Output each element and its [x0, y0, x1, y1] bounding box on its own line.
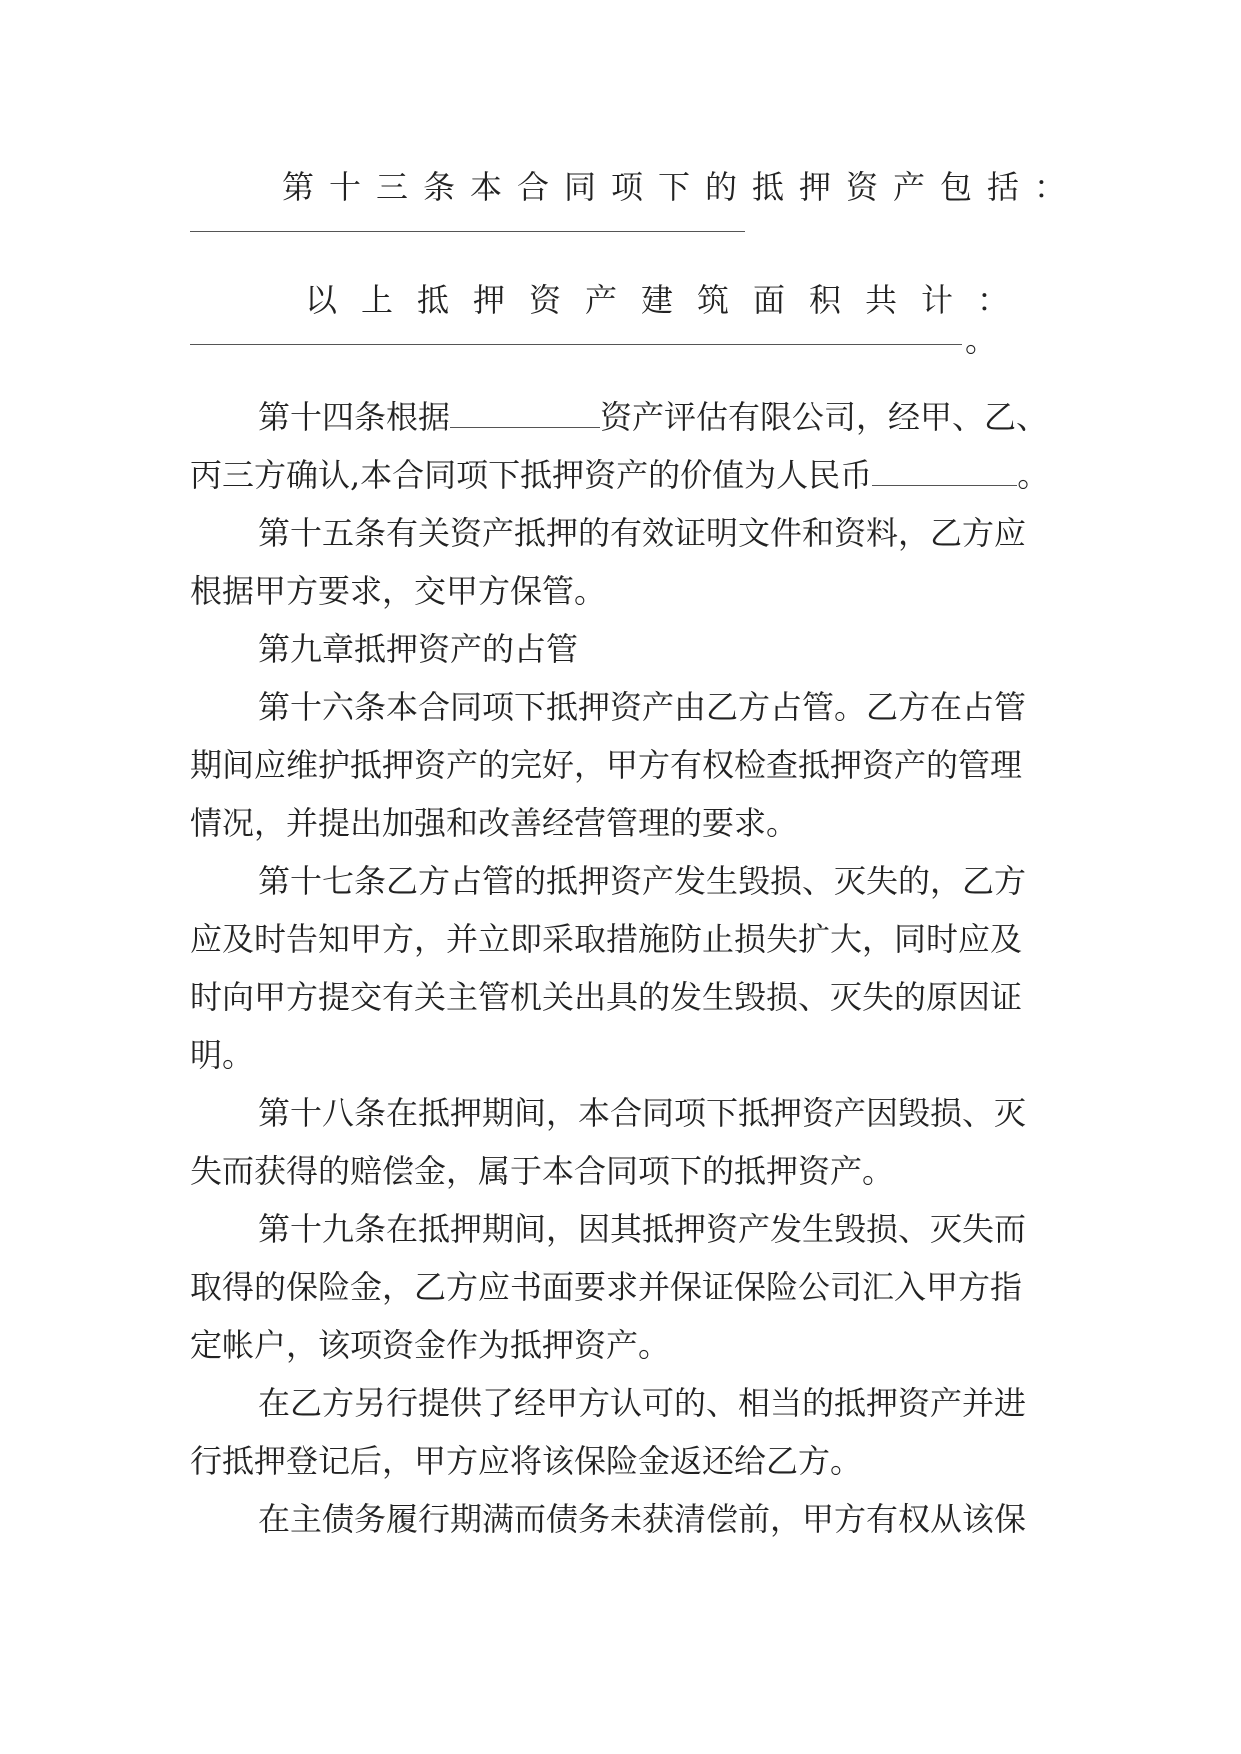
article-14-blank-company — [450, 399, 600, 428]
article-17-line-4: 明。 — [190, 1036, 255, 1074]
article-15-line-1: 第十五条有关资产抵押的有效证明文件和资料，乙方应 — [258, 514, 1027, 552]
article-18-line-2: 失而获得的赔偿金，属于本合同项下的抵押资产。 — [190, 1152, 895, 1190]
article-14-text-d: 。 — [1017, 456, 1050, 494]
article-13-line-1: 第十三条本合同项下的抵押资产包括： — [282, 168, 1082, 206]
article-14-text-c: 丙三方确认,本合同项下抵押资产的价值为人民币 — [190, 456, 873, 494]
article-14-blank-amount — [872, 457, 1017, 486]
article-16-line-2: 期间应维护抵押资产的完好，甲方有权检查抵押资产的管理 — [190, 746, 1023, 784]
article-13-blank-1 — [190, 231, 745, 232]
article-15-line-2: 根据甲方要求，交甲方保管。 — [190, 572, 607, 610]
article-19-line-2: 取得的保险金，乙方应书面要求并保证保险公司汇入甲方指 — [190, 1268, 1023, 1306]
article-14-text-a: 第十四条根据 — [258, 398, 451, 436]
article-19-line-1: 第十九条在抵押期间，因其抵押资产发生毁损、灭失而 — [258, 1210, 1027, 1248]
article-19-line-3: 定帐户，该项资金作为抵押资产。 — [190, 1326, 671, 1364]
paragraph-debt-repayment-line-1: 在主债务履行期满而债务未获清偿前，甲方有权从该保 — [258, 1500, 1027, 1538]
article-13-line-2: 以上抵押资产建筑面积共计： — [305, 281, 1034, 319]
paragraph-insurance-return-line-2: 行抵押登记后，甲方应将该保险金返还给乙方。 — [190, 1442, 863, 1480]
chapter-9-title: 第九章抵押资产的占管 — [258, 630, 579, 668]
article-14-line-1 — [258, 397, 1118, 437]
article-13-blank-2 — [190, 344, 962, 345]
article-14-text-b: 资产评估有限公司，经甲、乙、 — [600, 398, 1049, 436]
article-16-line-3: 情况，并提出加强和改善经营管理的要求。 — [190, 804, 799, 842]
paragraph-insurance-return-line-1: 在乙方另行提供了经甲方认可的、相当的抵押资产并进 — [258, 1384, 1027, 1422]
article-17-line-1: 第十七条乙方占管的抵押资产发生毁损、灭失的，乙方 — [258, 862, 1027, 900]
article-17-line-2: 应及时告知甲方，并立即采取措施防止损失扩大，同时应及 — [190, 920, 1023, 958]
article-17-line-3: 时向甲方提交有关主管机关出具的发生毁损、灭失的原因证 — [190, 978, 1023, 1016]
article-16-line-1: 第十六条本合同项下抵押资产由乙方占管。乙方在占管 — [258, 688, 1027, 726]
article-13-line-3-end: 。 — [965, 321, 998, 359]
article-14-line-2 — [190, 455, 1050, 495]
article-18-line-1: 第十八条在抵押期间，本合同项下抵押资产因毁损、灭 — [258, 1094, 1027, 1132]
